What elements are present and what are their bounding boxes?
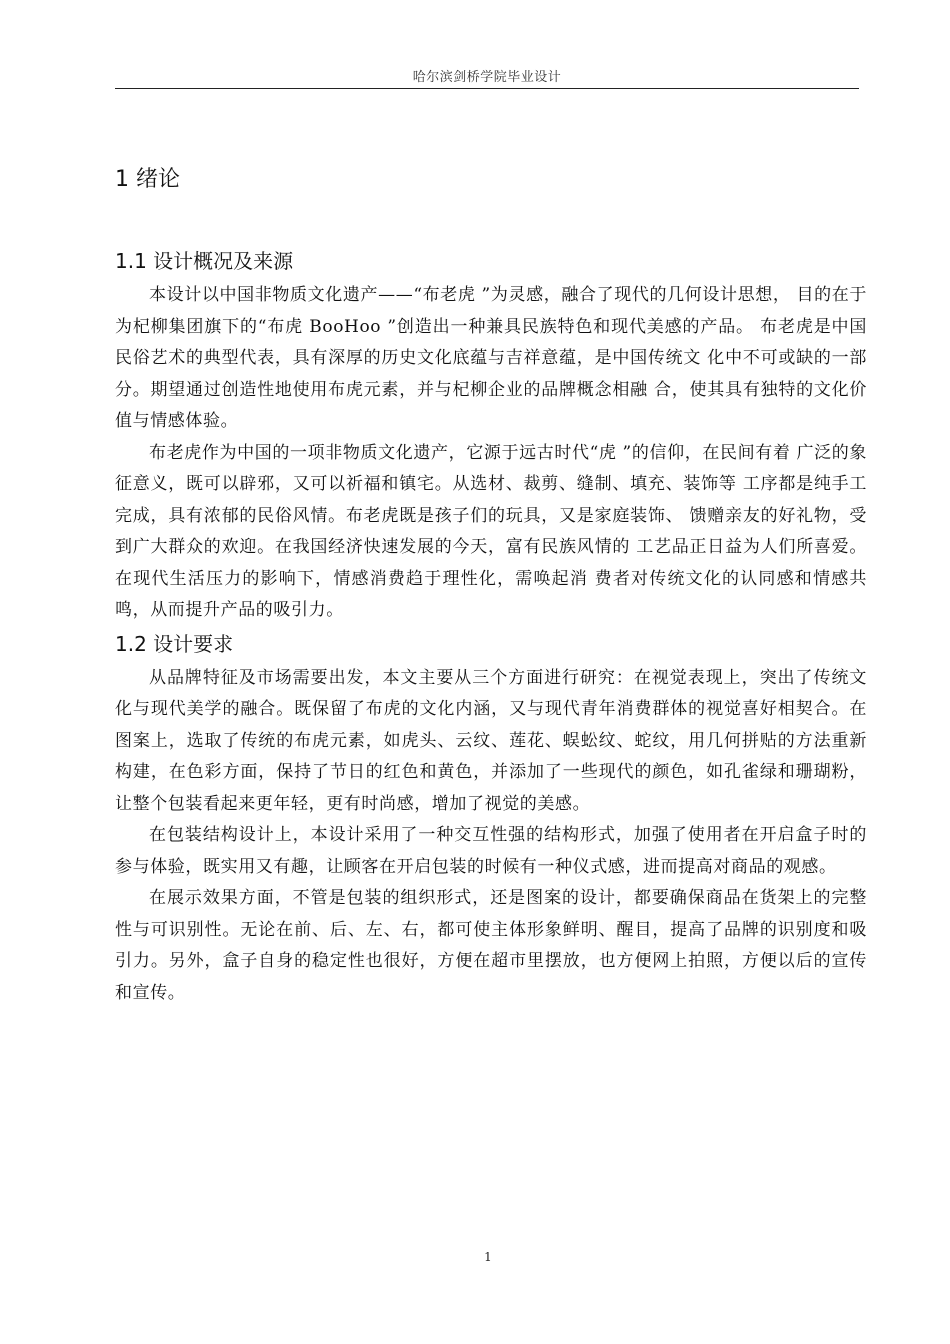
paragraph: 在包装结构设计上，本设计采用了一种交互性强的结构形式，加强了使用者在开启盒子时的参与体验，既实用又有趣，让顾客在开启包装的时候有一种仪式感，进而提高对商品的观感。 (115, 825, 867, 877)
header-divider (115, 88, 859, 89)
paragraph: 从品牌特征及市场需要出发，本文主要从三个方面进行研究：在视觉表现上，突出了传统文化与现代美学的融合。既保留了布虎的文化内涵，又与现代青年消费群体的视觉喜好相契合。在图案上，选取了传统的布虎元素，如虎头、云纹、莲花、蜈蚣纹、蛇纹，用几何拼贴的方法重新构建，在色彩方面，保持了节日的红色和黄色，并添加了一些现代的颜色，如孔雀绿和珊瑚粉，让整个包装看起来更年轻，更有时尚感，增加了视觉的美感。 (115, 667, 867, 814)
paragraph: 布老虎作为中国的一项非物质文化遗产，它源于远古时代“虎 ”的信仰，在民间有着 广泛的象征意义，既可以辟邪，又可以祈福和镇宅。从选材、裁剪、缝制、填充、装饰等 工序都是纯手工完成，具有浓郁的民俗风情。布老虎既是孩子们的玩具，又是家庭装饰、 馈赠亲友的好礼物，受到广大群众的欢迎。在我国经济快速发展的今天，富有民族风情的 工艺品正日益为人们所喜爱。在现代生活压力的影响下，情感消费趋于理性化，需唤起消 费者对传统文化的认同感和情感共鸣，从而提升产品的吸引力。 (115, 442, 867, 620)
page-number: 1 (484, 1250, 492, 1264)
section-title-1-2: 1.2 设计要求 (115, 631, 234, 656)
section-1-1-body (115, 280, 867, 627)
running-header: 哈尔滨剑桥学院毕业设计 (412, 70, 562, 85)
section-1-2-body (115, 663, 867, 1010)
paragraph: 本设计以中国非物质文化遗产——“布老虎 ”为灵感，融合了现代的几何设计思想， 目的在于为杞柳集团旗下的“布虎 BooHoo ”创造出一种兼具民族特色和现代美感的产品。 布老虎是中国民俗艺术的典型代表，具有深厚的历史文化底蕴与吉祥意蕴，是中国传统文 化中不可或缺的一部分。期望通过创造性地使用布虎元素，并与杞柳企业的品牌概念相融 合，使其具有独特的文化价值与情感体验。 (115, 285, 867, 431)
document-body (115, 160, 867, 1009)
section-title-1-1: 1.1 设计概况及来源 (115, 249, 294, 273)
paragraph: 在展示效果方面，不管是包装的组织形式，还是图案的设计，都要确保商品在货架上的完整性与可识别性。无论在前、后、左、右，都可使主体形象鲜明、醒目，提高了品牌的识别度和吸引力。另外，盒子自身的稳定性也很好，方便在超市里摆放，也方便网上拍照，方便以后的宣传和宣传。 (115, 888, 867, 1003)
chapter-title: 1 绪论 (115, 167, 180, 192)
